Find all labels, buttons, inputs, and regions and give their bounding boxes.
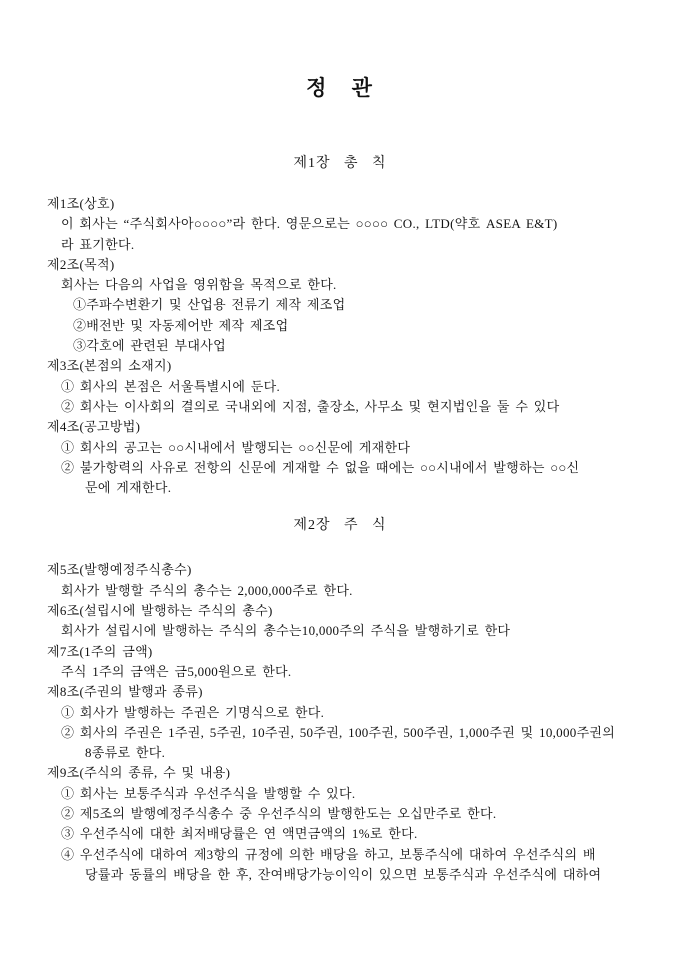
article-heading: 제2조(목적) (47, 256, 115, 272)
article-heading: 제6조(설립시에 발행하는 주식의 총수) (47, 603, 273, 619)
document-title: 정 관 (306, 76, 374, 100)
text-line: 문에 게재한다. (85, 480, 172, 496)
text-line: 회사는 다음의 사업을 영위함을 목적으로 한다. (61, 277, 337, 293)
article-heading: 제4조(공고방법) (47, 419, 141, 435)
text-line: 8종류로 한다. (85, 745, 166, 761)
chapter-heading: 제2장 주 식 (293, 518, 387, 534)
text-line: 당률과 동률의 배당을 한 후, 잔여배당가능이익이 있으면 보통주식과 우선주식에 대하여 (85, 866, 602, 882)
text-line: 회사가 설립시에 발행하는 주식의 총수는10,000주의 주식을 발행하기로 한다 (61, 623, 511, 639)
text-line: ①주파수변환기 및 산업용 전류기 제작 제조업 (73, 297, 346, 313)
text-line: 라 표기한다. (61, 236, 135, 252)
text-line: ② 불가항력의 사유로 전항의 신문에 게재할 수 없을 때에는 ○○시내에서 발행하는 ○○신 (61, 459, 580, 475)
article-heading: 제5조(발행예정주식총수) (47, 562, 192, 578)
text-line: ②배전반 및 자동제어반 제작 제조업 (73, 317, 289, 333)
article-heading: 제7조(1주의 금액) (47, 643, 153, 659)
article-heading: 제1조(상호) (47, 196, 115, 211)
text-line: ④ 우선주식에 대하여 제3항의 규정에 의한 배당을 하고, 보통주식에 대하여 우선주식의 배 (61, 846, 596, 862)
text-line: ② 회사는 이사회의 결의로 국내외에 지점, 출장소, 사무소 및 현지법인을 둘 수 있다 (61, 398, 560, 414)
text-line: ② 제5조의 발행예정주식총수 중 우선주식의 발행한도는 오십만주로 한다. (61, 806, 497, 822)
text-line: 주식 1주의 금액은 금5,000원으로 한다. (61, 663, 292, 679)
text-line: ③각호에 관련된 부대사업 (73, 338, 226, 354)
chapter (0, 154, 680, 498)
text-line: ① 회사가 발행하는 주권은 기명식으로 한다. (61, 704, 325, 720)
article-heading: 제8조(주권의 발행과 종류) (47, 684, 203, 700)
document-body (0, 154, 680, 885)
text-line: 회사가 발행할 주식의 총수는 2,000,000주로 한다. (61, 582, 353, 598)
chapter-heading: 제1장 총 칙 (293, 156, 387, 171)
article-heading: 제3조(본점의 소재지) (47, 358, 172, 374)
chapter (0, 516, 680, 885)
text-line: ③ 우선주식에 대한 최저배당률은 연 액면금액의 1%로 한다. (61, 826, 418, 842)
text-line: ① 회사의 공고는 ○○시내에서 발행되는 ○○신문에 게재한다 (61, 439, 411, 455)
article-heading: 제9조(주식의 종류, 수 및 내용) (47, 765, 231, 781)
text-line: ② 회사의 주권은 1주권, 5주권, 10주권, 50주권, 100주권, 500주권, 1,000주권 및 10,000주권의 (61, 724, 616, 740)
text-line: ① 회사의 본점은 서울특별시에 둔다. (61, 378, 281, 394)
text-line: ① 회사는 보통주식과 우선주식을 발행할 수 있다. (61, 785, 356, 801)
text-line: 이 회사는 “주식회사아○○○○”라 한다. 영문으로는 ○○○○ CO., LTD(약호 ASEA E&T) (61, 216, 558, 232)
